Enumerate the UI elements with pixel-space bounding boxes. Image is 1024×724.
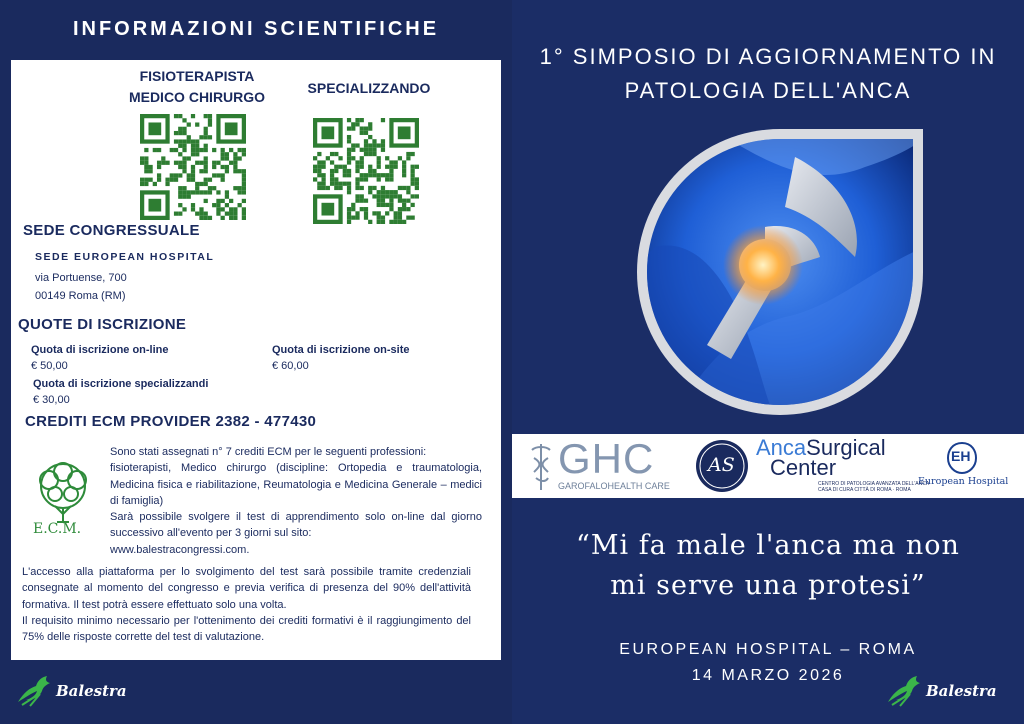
center-sub [818,481,929,493]
balestra-wordmark: Balestra [926,682,997,700]
as-logo-text: AS [708,454,735,476]
venue-address-2: 00149 Roma (RM) [35,290,126,302]
venue-name: SEDE EUROPEAN HOSPITAL [35,251,215,263]
qr1-label-line1: FISIOTERAPISTA [139,68,255,84]
qr1-label [111,66,283,108]
quote-line1: “Mi fa male l'anca ma non [576,530,960,561]
horse-icon [886,674,924,708]
event-quote [512,526,1024,606]
center-sub-1: CENTRO DI PATOLOGIA AVANZATA DELL'ANCA [818,481,930,487]
ecm-p5: L'accesso alla piattaforma per lo svolgimento del test sarà possibile tramite credenziali consegnate al momento del congresso e previa verifica di presenza del 90% dell'attività formativa. Il test potrà essere effettuato solo una volta. [22,566,471,611]
ecm-details [22,564,471,645]
ecm-p2: fisioterapisti, Medico chirurgo (discipline: Ortopedia e traumatologia, Medicina fisica e riabilitazione, Reumatologia e Medicina Generale – medici di famiglia) [110,462,482,507]
fee-onsite-price: € 60,00 [272,360,309,372]
fees-title: QUOTE DI ISCRIZIONE [18,316,187,333]
event-date: 14 MARZO 2026 [691,667,845,684]
event-title [512,40,1024,108]
horse-icon [16,674,54,708]
event-title-line2: PATOLOGIA DELL'ANCA [624,78,912,103]
qr2-label: SPECIALIZZANDO [307,80,431,96]
ecm-website-link[interactable]: www.balestracongressi.com. [110,543,250,556]
ecm-p3: Sarà possibile svolgere il test di apprendimento solo on-line dal giorno successivo all'evento per 3 giorni sul sito: [110,511,482,540]
section-heading: INFORMAZIONI SCIENTIFICHE [72,17,440,40]
fee-resident-label: Quota di iscrizione specializzandi [33,378,209,390]
right-panel [512,0,1024,724]
ecm-p1: Sono stati assegnati n° 7 crediti ECM per le seguenti professioni: [110,446,427,458]
anca-word: Anca [756,435,807,460]
center-sub-2: CASA DI CURA CITTÀ DI ROMA · ROMA [818,487,911,493]
ecm-p6: Il requisito minimo necessario per l'ottenimento dei crediti formativi è il raggiungimento del 75% delle risposte corrette del test di valutazione. [22,614,471,644]
ecm-description [110,444,482,558]
event-title-line1: 1° SIMPOSIO DI AGGIORNAMENTO IN [539,44,997,69]
fee-resident-price: € 30,00 [33,394,70,406]
info-card [11,60,501,660]
qr1-label-line2: MEDICO CHIRURGO [128,89,266,105]
balestra-wordmark: Balestra [56,682,127,700]
caduceus-icon [526,440,556,492]
ghc-logo-sub: GAROFALOHEALTH CARE [558,481,670,491]
fee-onsite-label: Quota di iscrizione on-site [272,344,410,356]
center-word: Center [770,455,837,480]
venue-address-1: via Portuense, 700 [35,272,127,284]
venue-title: SEDE CONGRESSUALE [23,222,200,239]
eh-monogram: EH [951,448,971,464]
left-footer [0,660,512,724]
balestra-logo [16,674,127,708]
fee-online-price: € 50,00 [31,360,68,372]
event-venue: EUROPEAN HOSPITAL – ROMA [619,641,917,658]
qr-code-icon[interactable] [140,114,246,220]
balestra-logo [886,674,997,708]
hip-joint-image [635,127,925,417]
ecm-logo-text: E.C.M. [33,521,82,537]
quote-line2: mi serve una protesi” [610,570,926,601]
sponsor-logos [512,434,1024,498]
qr-code-icon[interactable] [313,118,419,224]
eh-name: European Hospital [918,476,1009,487]
fee-online-label: Quota di iscrizione on-line [31,344,169,356]
left-header [0,0,512,58]
surgical-word: Surgical [806,435,886,460]
ecm-title: CREDITI ECM PROVIDER 2382 - 477430 [25,413,317,430]
ghc-logo-text: GHC [558,435,655,482]
